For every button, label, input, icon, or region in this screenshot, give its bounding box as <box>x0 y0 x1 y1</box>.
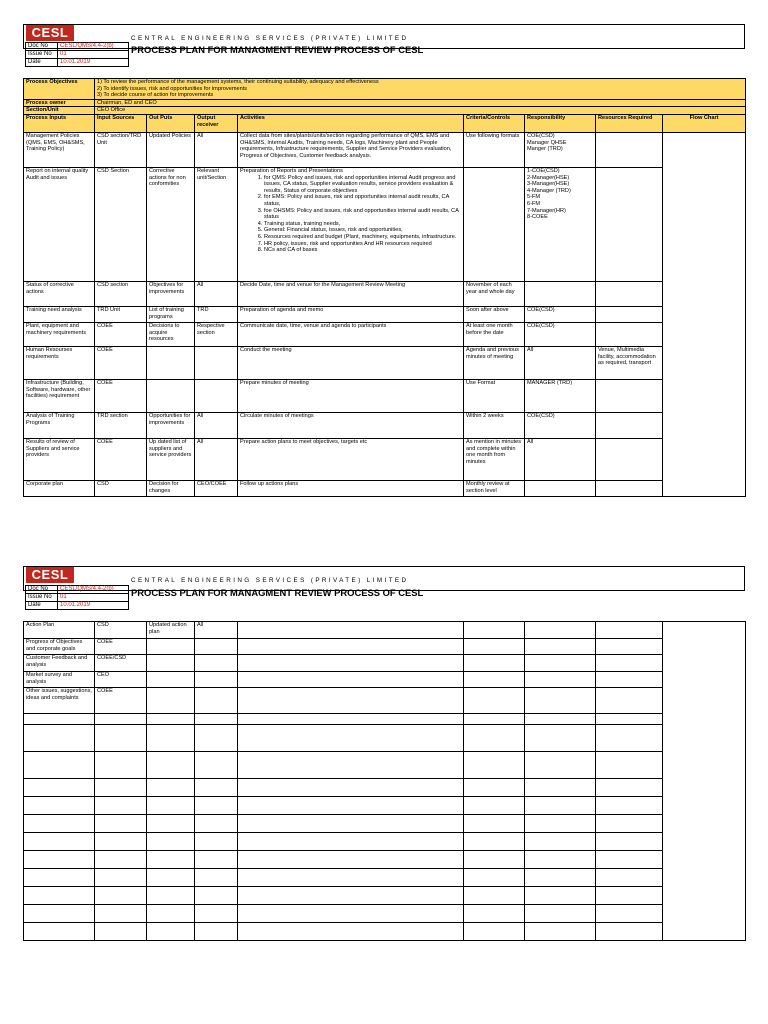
doc-no-label: Doc No <box>26 43 58 51</box>
empty-cell <box>147 779 195 797</box>
empty-cell <box>195 923 238 941</box>
empty-cell <box>525 752 596 779</box>
empty-cell <box>95 752 147 779</box>
objective-item: 3) To decide course of action for improvements <box>97 92 214 99</box>
cesl-logo: CESL <box>26 25 74 41</box>
empty-cell <box>464 869 525 887</box>
issue-no-label: Issue No <box>26 594 58 602</box>
table-row <box>24 379 746 412</box>
cell-input: Progress of Objectives and corporate goals <box>24 639 95 655</box>
empty-cell <box>596 815 663 833</box>
cell-responsibility <box>525 281 596 306</box>
cell-responsibility: COE(CSD) <box>525 412 596 438</box>
cell-receiver: Relevant unit/Section <box>195 167 238 281</box>
cell-criteria: Use Format <box>464 379 525 412</box>
cell-flow-chart <box>663 132 746 496</box>
table-row <box>24 725 746 752</box>
cell-receiver: Respective section <box>195 322 238 346</box>
date-value: 10.01.2019 <box>58 59 129 67</box>
cell-receiver: All <box>195 622 238 639</box>
empty-cell <box>596 923 663 941</box>
table-row <box>24 622 746 639</box>
empty-cell <box>596 905 663 923</box>
list-item: 6. Resources required and budget (Plant, machinery, equipments, infrastructure. <box>264 234 461 241</box>
cell-activity: Follow up actions plans <box>238 480 464 496</box>
empty-cell <box>525 714 596 725</box>
empty-cell <box>195 779 238 797</box>
col-header-flow-chart: Flow Chart <box>663 114 746 132</box>
empty-cell <box>195 887 238 905</box>
issue-no-value: 01 <box>58 594 129 602</box>
cell-source: TRD Unit <box>95 306 147 322</box>
cell-criteria: At least one month before the date <box>464 322 525 346</box>
empty-cell <box>24 815 95 833</box>
empty-cell <box>525 851 596 869</box>
doc-meta-table <box>25 42 129 67</box>
cell-input: Training need analysis <box>24 306 95 322</box>
empty-cell <box>596 725 663 752</box>
empty-cell <box>147 815 195 833</box>
empty-cell <box>147 851 195 869</box>
empty-cell <box>24 779 95 797</box>
cell-input: Status of corrective actions <box>24 281 95 306</box>
cell-responsibility <box>525 688 596 714</box>
empty-cell <box>95 869 147 887</box>
cell-resources <box>596 412 663 438</box>
cell-criteria: As mention in minutes and complete within one month from minutes <box>464 438 525 480</box>
empty-cell <box>238 714 464 725</box>
cell-input: Market survey and analysis <box>24 672 95 688</box>
col-header-responsibility: Responsibility <box>525 114 596 132</box>
objectives-row <box>24 79 746 100</box>
cell-activity: Prepare action plans to meet objectives, targets etc <box>238 438 464 480</box>
cell-criteria <box>464 167 525 281</box>
table-row <box>24 887 746 905</box>
cell-source: TRD section <box>95 412 147 438</box>
empty-cell <box>24 833 95 851</box>
table-row <box>24 923 746 941</box>
page-title: PROCESS PLAN FOR MANAGMENT REVIEW PROCESS OF CESL <box>131 587 424 598</box>
date-label: Date <box>26 602 58 610</box>
empty-cell <box>464 923 525 941</box>
table-row <box>24 167 746 281</box>
col-header-sources: Input Sources <box>95 114 147 132</box>
cell-resources <box>596 167 663 281</box>
objective-item: 2) To identify issues, risk and opportunities for improvements <box>97 85 248 92</box>
owner-row <box>24 99 746 107</box>
empty-cell <box>195 797 238 815</box>
cell-input: Management Policies (QMS, EMS, OH&SMS, Training Policy) <box>24 132 95 167</box>
empty-cell <box>596 833 663 851</box>
empty-cell <box>147 714 195 725</box>
cell-criteria <box>464 672 525 688</box>
empty-cell <box>238 833 464 851</box>
page-title: PROCESS PLAN FOR MANAGMENT REVIEW PROCESS OF CESL <box>131 44 424 55</box>
cell-resources <box>596 281 663 306</box>
cell-responsibility: All <box>525 346 596 379</box>
cell-output: Decision for changes <box>147 480 195 496</box>
cell-criteria <box>464 688 525 714</box>
cell-receiver: All <box>195 438 238 480</box>
empty-cell <box>596 797 663 815</box>
cell-resources <box>596 379 663 412</box>
cell-receiver: All <box>195 281 238 306</box>
cesl-logo: CESL <box>26 567 74 583</box>
col-header-resources: Resources Required <box>596 114 663 132</box>
cell-activity: Prepare minutes of meeting <box>238 379 464 412</box>
cell-output <box>147 346 195 379</box>
cell-responsibility: COE(CSD) Manager QHSE Manger (TRD) <box>525 132 596 167</box>
cell-input: Customer Feedback and analysis <box>24 655 95 672</box>
empty-cell <box>95 887 147 905</box>
cell-responsibility <box>525 655 596 672</box>
section-label: Section/Unit <box>24 107 95 115</box>
company-name: CENTRAL ENGINEERING SERVICES (PRIVATE) LIMITED <box>131 35 409 42</box>
table-row <box>24 672 746 688</box>
col-header-activities: Activities <box>238 114 464 132</box>
cell-resources <box>596 306 663 322</box>
empty-cell <box>95 905 147 923</box>
table-row <box>24 752 746 779</box>
col-header-outputs: Out Puts <box>147 114 195 132</box>
empty-cell <box>596 851 663 869</box>
table-row <box>24 322 746 346</box>
table-row <box>24 306 746 322</box>
cell-resources <box>596 672 663 688</box>
table-row <box>24 639 746 655</box>
table-row <box>24 815 746 833</box>
empty-cell <box>195 714 238 725</box>
table-row <box>24 851 746 869</box>
cell-activity: Collect data from sites/plants/units/section regarding performance of QMS, EMS and OH&SMS, Internal Audits, Training needs, CA logs, Machinery plant and People requirements, Infrastructure requirements, Supplier and Service Providers evaluation, Progress of Objectives, Customer feedback analysis. <box>238 132 464 167</box>
cell-criteria <box>464 655 525 672</box>
cell-output: Updated action plan <box>147 622 195 639</box>
cell-responsibility: 1-COE(CSD) 2-Manager(HSE) 3-Manager(HSE) 4-Manager (TRD) 5-FM 6-FM 7-Manager(HR) 8-COEE <box>525 167 596 281</box>
cell-receiver <box>195 672 238 688</box>
cell-output: Decisions to acquire resources <box>147 322 195 346</box>
empty-cell <box>195 869 238 887</box>
empty-cell <box>464 887 525 905</box>
empty-cell <box>238 725 464 752</box>
empty-cell <box>464 905 525 923</box>
empty-cell <box>596 779 663 797</box>
cell-input: Plant, equipment and machinery requirements <box>24 322 95 346</box>
cell-activity: Circulate minutes of meetings <box>238 412 464 438</box>
cell-source: COEE <box>95 639 147 655</box>
objectives-list <box>95 79 746 100</box>
table-row <box>24 905 746 923</box>
empty-cell <box>238 779 464 797</box>
table-row <box>24 869 746 887</box>
list-item: 5. General: Financial status, issues, risk and opportunities, <box>264 227 461 234</box>
list-item: 8. NCs and CA of bases <box>264 247 461 254</box>
list-item: 1. for QMS: Policy and issues, risk and opportunities internal Audit progress and issues, CA status, Supplier evaluation results, service providers evaluation & results, Status of corporate objectives <box>264 175 461 195</box>
empty-cell <box>464 779 525 797</box>
empty-cell <box>95 851 147 869</box>
cell-output: Updated Policies <box>147 132 195 167</box>
list-item: 7. HR policy, issues, risk and opportunities And HR resources required <box>264 241 461 248</box>
list-item: 2. for EMS: Policy and issues, risk and opportunities internal audit results, CA status, <box>264 194 461 207</box>
cell-source: CSD section <box>95 281 147 306</box>
empty-cell <box>464 752 525 779</box>
list-item: 4. Training status, training needs, <box>264 221 461 228</box>
date-label: Date <box>26 59 58 67</box>
cell-criteria: Soon after above <box>464 306 525 322</box>
cell-input: Report on internal quality Audit and issues <box>24 167 95 281</box>
empty-cell <box>195 725 238 752</box>
empty-cell <box>24 851 95 869</box>
cell-responsibility <box>525 639 596 655</box>
cell-criteria: Within 2 weeks <box>464 412 525 438</box>
empty-cell <box>525 725 596 752</box>
issue-no-value: 01 <box>58 51 129 59</box>
cell-source: CSD <box>95 480 147 496</box>
table-row <box>24 797 746 815</box>
empty-cell <box>24 725 95 752</box>
section-value: CEO Office <box>95 107 746 115</box>
empty-cell <box>596 869 663 887</box>
cell-output: Opportunities for improvements <box>147 412 195 438</box>
cell-activity <box>238 167 464 281</box>
cell-resources <box>596 655 663 672</box>
table-row <box>24 346 746 379</box>
cell-resources <box>596 132 663 167</box>
cell-resources <box>596 438 663 480</box>
cell-output <box>147 672 195 688</box>
cell-criteria <box>464 639 525 655</box>
empty-cell <box>525 833 596 851</box>
empty-cell <box>195 851 238 869</box>
table-row <box>24 688 746 714</box>
activity-list <box>240 175 461 254</box>
cell-receiver: TRD <box>195 306 238 322</box>
cell-output: Up dated list of suppliers and service providers <box>147 438 195 480</box>
cell-activity <box>238 655 464 672</box>
cell-responsibility <box>525 480 596 496</box>
cell-criteria: November of each year and whole day <box>464 281 525 306</box>
empty-cell <box>195 815 238 833</box>
cell-input: Action Plan <box>24 622 95 639</box>
cell-receiver: All <box>195 412 238 438</box>
empty-cell <box>147 752 195 779</box>
cell-output <box>147 688 195 714</box>
empty-cell <box>24 905 95 923</box>
empty-cell <box>24 752 95 779</box>
empty-cell <box>195 752 238 779</box>
table-row <box>24 132 746 167</box>
empty-cell <box>525 887 596 905</box>
empty-cell <box>464 833 525 851</box>
table-row <box>24 281 746 306</box>
cell-resources <box>596 639 663 655</box>
empty-cell <box>147 887 195 905</box>
section-row <box>24 107 746 115</box>
cell-activity: Decide Date, time and venue for the Management Review Meeting <box>238 281 464 306</box>
cell-source: CSD section/TRD Unit <box>95 132 147 167</box>
empty-cell <box>95 815 147 833</box>
process-plan-table-continued <box>23 621 746 941</box>
empty-cell <box>95 725 147 752</box>
cell-activity <box>238 672 464 688</box>
cell-activity <box>238 688 464 714</box>
cell-activity: Conduct the meeting <box>238 346 464 379</box>
cell-activity: Preparation of agenda and memo <box>238 306 464 322</box>
empty-cell <box>238 923 464 941</box>
date-value: 10.01.2019 <box>58 602 129 610</box>
cell-activity <box>238 622 464 639</box>
empty-cell <box>95 714 147 725</box>
cell-criteria: Agenda and previous minutes of meeting <box>464 346 525 379</box>
cell-criteria: Monthly review at section level <box>464 480 525 496</box>
empty-cell <box>464 815 525 833</box>
column-header-row <box>24 114 746 132</box>
cell-responsibility: All <box>525 438 596 480</box>
cell-input: Other issues, suggestions, ideas and complaints <box>24 688 95 714</box>
cell-input: Analysis of Training Programs <box>24 412 95 438</box>
empty-cell <box>24 797 95 815</box>
issue-no-label: Issue No <box>26 51 58 59</box>
empty-cell <box>238 851 464 869</box>
cell-receiver: CEO/COEE <box>195 480 238 496</box>
cell-resources: Venue, Multimedia facility, accommodation as required, transport <box>596 346 663 379</box>
empty-cell <box>238 887 464 905</box>
table-row <box>24 655 746 672</box>
empty-cell <box>147 797 195 815</box>
empty-cell <box>195 905 238 923</box>
empty-cell <box>238 905 464 923</box>
owner-label: Process owner <box>24 99 95 107</box>
cell-receiver <box>195 379 238 412</box>
empty-cell <box>596 752 663 779</box>
cell-activity <box>238 639 464 655</box>
cell-output: List of training programs <box>147 306 195 322</box>
table-row <box>24 438 746 480</box>
cell-responsibility: MANAGER (TRD) <box>525 379 596 412</box>
cell-output <box>147 655 195 672</box>
empty-cell <box>238 797 464 815</box>
table-row <box>24 412 746 438</box>
cell-source: COEE <box>95 346 147 379</box>
cell-criteria: Use following formats <box>464 132 525 167</box>
empty-cell <box>24 714 95 725</box>
empty-cell <box>525 779 596 797</box>
cell-receiver <box>195 688 238 714</box>
cell-source: COEE <box>95 379 147 412</box>
cell-source: COEE <box>95 322 147 346</box>
objectives-label: Process Objectives <box>24 79 95 100</box>
cell-flow-chart <box>663 622 746 941</box>
empty-cell <box>147 833 195 851</box>
cell-resources <box>596 688 663 714</box>
cell-responsibility <box>525 672 596 688</box>
cell-input: Corporate plan <box>24 480 95 496</box>
doc-meta-table <box>25 585 129 610</box>
cell-output: Corrective actions for non conformities <box>147 167 195 281</box>
doc-no-value: CESL/QMS/4.4-2(b) <box>58 43 129 51</box>
table-row <box>24 779 746 797</box>
empty-cell <box>24 887 95 905</box>
cell-input: Results of review of Suppliers and service providers <box>24 438 95 480</box>
empty-cell <box>525 815 596 833</box>
cell-source: COEE <box>95 688 147 714</box>
cell-input: Human Resourses requirements <box>24 346 95 379</box>
empty-cell <box>95 923 147 941</box>
cell-responsibility <box>525 622 596 639</box>
cell-responsibility: COE(CSD) <box>525 306 596 322</box>
list-item: 3. foe OHSMS: Policy and issues, risk and opportunities internal audit results, CA status <box>264 208 461 221</box>
empty-cell <box>525 905 596 923</box>
cell-source: COEE <box>95 438 147 480</box>
empty-cell <box>464 797 525 815</box>
empty-cell <box>95 833 147 851</box>
objective-item: 1) To review the performance of the management systems, their continuing suitability, adequacy and effectiveness <box>97 79 379 85</box>
cell-receiver: All <box>195 132 238 167</box>
empty-cell <box>147 905 195 923</box>
cell-output: Objectives for improvements <box>147 281 195 306</box>
cell-output <box>147 379 195 412</box>
cell-receiver <box>195 346 238 379</box>
empty-cell <box>24 869 95 887</box>
empty-cell <box>147 869 195 887</box>
table-row <box>24 833 746 851</box>
empty-cell <box>464 725 525 752</box>
company-name: CENTRAL ENGINEERING SERVICES (PRIVATE) LIMITED <box>131 577 409 584</box>
empty-cell <box>525 923 596 941</box>
cell-resources <box>596 622 663 639</box>
cell-source: CSD <box>95 622 147 639</box>
cell-source: CEO <box>95 672 147 688</box>
empty-cell <box>95 779 147 797</box>
empty-cell <box>147 725 195 752</box>
col-header-criteria: Criteria/Controls <box>464 114 525 132</box>
cell-resources <box>596 322 663 346</box>
col-header-receiver: Output receiver <box>195 114 238 132</box>
cell-resources <box>596 480 663 496</box>
cell-responsibility: COE(CSD) <box>525 322 596 346</box>
doc-no-value: CESL/QMS/4.4-2(b) <box>58 586 129 594</box>
cell-receiver <box>195 655 238 672</box>
empty-cell <box>238 869 464 887</box>
table-row <box>24 480 746 496</box>
cell-output <box>147 639 195 655</box>
table-row <box>24 714 746 725</box>
empty-cell <box>525 797 596 815</box>
empty-cell <box>195 833 238 851</box>
owner-value: Chairman, ED and CEO <box>95 99 746 107</box>
empty-cell <box>95 797 147 815</box>
empty-cell <box>238 752 464 779</box>
doc-no-label: Doc No <box>26 586 58 594</box>
cell-activity: Communicate date, time, venue and agenda to participants <box>238 322 464 346</box>
process-plan-table <box>23 78 746 497</box>
empty-cell <box>238 815 464 833</box>
col-header-inputs: Process Inputs <box>24 114 95 132</box>
empty-cell <box>24 923 95 941</box>
empty-cell <box>596 714 663 725</box>
empty-cell <box>525 869 596 887</box>
activity-intro: Preparation of Reports and Presentations <box>240 167 343 174</box>
cell-receiver <box>195 639 238 655</box>
cell-source: CSD Section <box>95 167 147 281</box>
empty-cell <box>464 851 525 869</box>
empty-cell <box>596 887 663 905</box>
empty-cell <box>464 714 525 725</box>
cell-criteria <box>464 622 525 639</box>
empty-cell <box>147 923 195 941</box>
cell-source: COEE/CSD <box>95 655 147 672</box>
cell-input: Infrastructure (Building, Software, hardware, other facilities) requirement <box>24 379 95 412</box>
